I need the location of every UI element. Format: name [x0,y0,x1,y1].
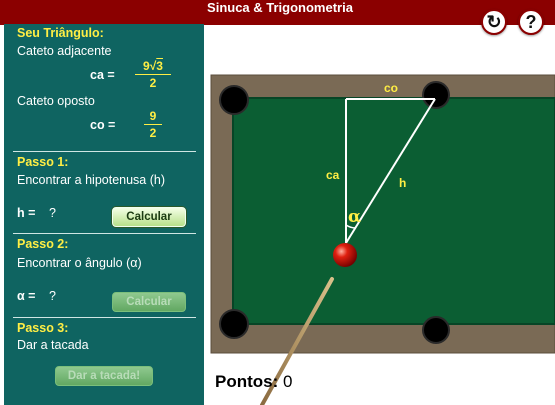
adjacent-label: Cateto adjacente [17,44,112,58]
app-title: Sinuca & Trigonometria [207,0,353,15]
step2-value: ? [49,289,56,303]
opposite-label: Cateto oposto [17,94,95,108]
label-ca: ca [326,168,340,182]
step3-heading: Passo 3: [17,321,69,335]
pocket [423,317,449,343]
pocket [220,86,248,114]
opposite-var: co = [90,118,116,132]
step1-text: Encontrar a hipotenusa (h) [17,173,166,187]
label-h: h [399,176,407,190]
adjacent-var: ca = [90,68,115,82]
step3-text: Dar a tacada [17,338,89,352]
score-value: 0 [283,372,293,391]
triangle-heading: Seu Triângulo: [17,26,104,40]
opposite-denominator: 2 [149,126,157,140]
sqrt-icon: √ [149,59,157,73]
step2-text: Encontrar o ângulo (α) [17,256,142,270]
label-alpha: α [348,207,362,227]
step1-heading: Passo 1: [17,155,69,169]
adjacent-root: 3 [156,59,163,73]
step2-calculate-button[interactable]: Calcular [112,292,186,312]
step1-var: h = [17,206,36,220]
pocket [220,310,248,338]
step1-value: ? [49,206,56,220]
reset-icon: ↻ [486,12,502,32]
help-icon: ? [525,12,537,32]
take-shot-button[interactable]: Dar a tacada! [55,366,153,386]
adjacent-numerator: 9 [143,59,150,73]
step2-heading: Passo 2: [17,237,69,251]
label-co: co [384,81,399,95]
score-display [215,372,292,392]
opposite-numerator: 9 [149,109,157,123]
step1-calculate-button[interactable]: Calcular [112,207,186,227]
cue-ball [333,243,357,267]
score-label: Pontos: [215,372,279,391]
pocket [423,82,449,108]
step2-var: α = [17,289,36,303]
adjacent-denominator: 2 [149,76,157,90]
table-felt [233,98,555,324]
